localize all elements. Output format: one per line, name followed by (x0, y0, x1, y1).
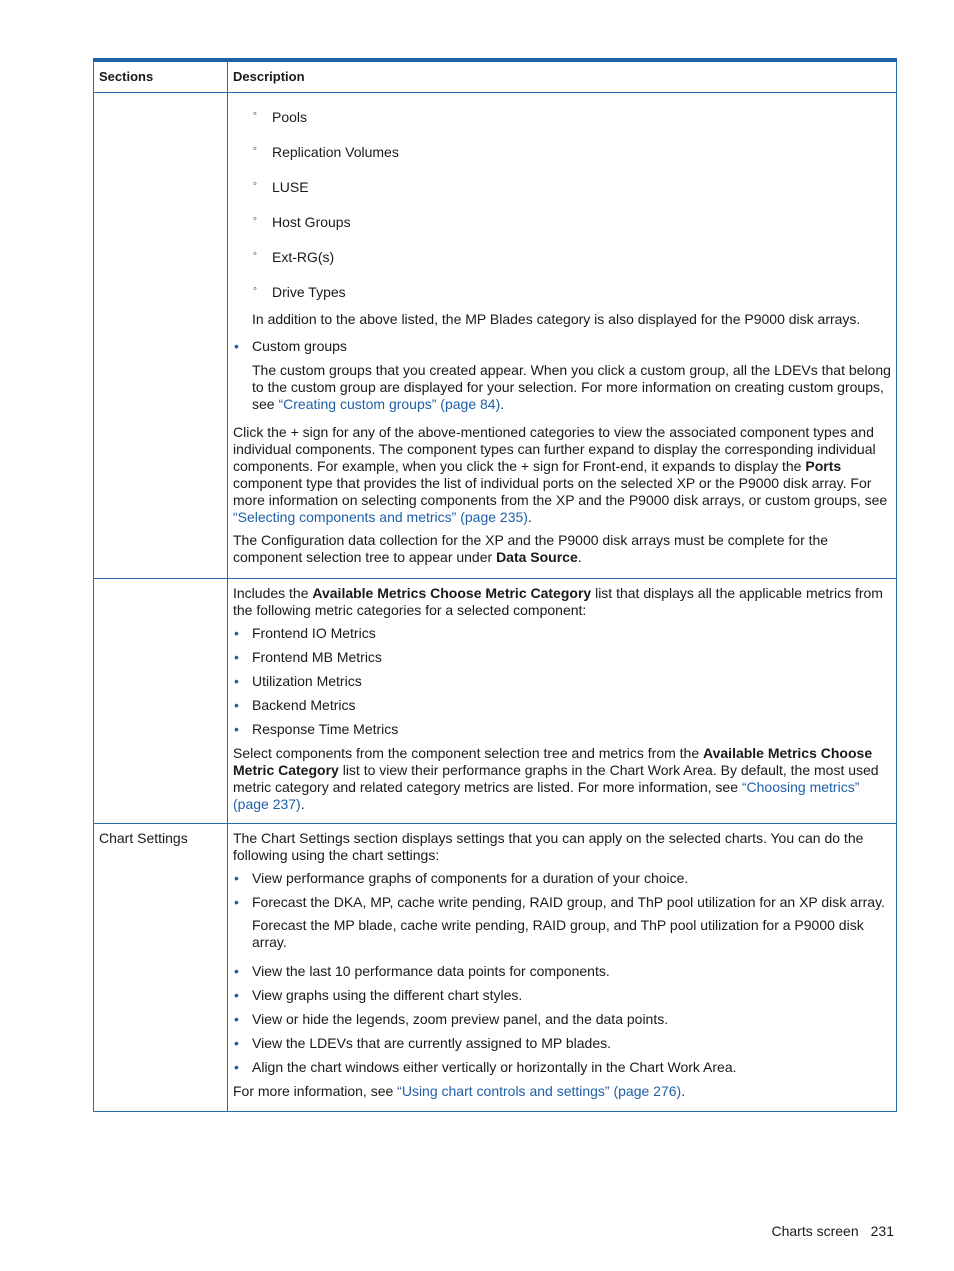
list-item: • View the last 10 performance data points for components. (234, 963, 610, 979)
more-info-paragraph: For more information, see “Using chart controls and settings” (page 276). (233, 1083, 686, 1099)
bullet-icon: • (234, 1059, 239, 1075)
footer-title: Charts screen (771, 1223, 859, 1239)
custom-groups-list (233, 338, 891, 355)
section-cell: Chart Settings (94, 824, 228, 1112)
section-cell (94, 579, 228, 824)
select-components-paragraph: Select components from the component selection tree and metrics from the Available Metrics Choose Metric Category list to view their performance graphs in the Chart Work Area. By default, the most used metric category and related category metrics are listed. For more information, see “Choosing metrics” (page 237). (233, 745, 879, 812)
list-item: ◦ LUSE (253, 178, 309, 195)
bullet-icon: • (234, 894, 239, 910)
circle-bullet-icon: ◦ (253, 213, 257, 225)
table-row (94, 93, 897, 579)
metrics-intro: Includes the Available Metrics Choose Metric Category list that displays all the applicable metrics from the following metric categories for a selected component: (233, 585, 883, 618)
click-plus-paragraph: Click the + sign for any of the above-mentioned categories to view the associated component types and individual components. The component types can further expand to display the corresponding individual components. For example, when you click the + sign for Front-end, it expands to display the Ports component type that provides the list of individual ports on the selected XP or the P9000 disk array. For more information on selecting components from the XP and the P9000 disk arrays, or custom groups, see “Selecting components and metrics” (page 235). (233, 424, 888, 525)
bullet-icon: • (234, 649, 239, 665)
choosing-metrics-link[interactable]: “Choosing metrics” (page 237) (233, 779, 860, 812)
list-item: • Custom groups (234, 338, 347, 354)
page-number: 231 (870, 1223, 894, 1239)
section-cell (94, 93, 228, 579)
circle-bullet-icon: ◦ (253, 248, 257, 260)
list-item: ◦ Pools (253, 108, 308, 125)
list-item: • View performance graphs of components for a duration of your choice. (234, 870, 689, 886)
circle-bullet-icon: ◦ (253, 178, 257, 190)
bullet-icon: • (234, 1011, 239, 1027)
creating-custom-groups-link[interactable]: “Creating custom groups” (page 84) (278, 396, 501, 412)
list-item: • View graphs using the different chart styles. (234, 987, 523, 1003)
list-item: ◦ Ext-RG(s) (253, 248, 335, 265)
chart-settings-list (233, 870, 891, 1076)
configuration-paragraph: The Configuration data collection for the XP and the P9000 disk arrays must be complete for the component selection tree to appear under Data Source. (233, 532, 829, 565)
table-header-row (94, 60, 897, 93)
bullet-icon: • (234, 870, 239, 886)
table-row (94, 579, 897, 824)
list-item: • View the LDEVs that are currently assigned to MP blades. (234, 1035, 612, 1051)
selecting-components-link[interactable]: “Selecting components and metrics” (page 235) (233, 509, 528, 525)
list-item: • Utilization Metrics (234, 673, 362, 689)
metric-categories-list (233, 625, 891, 738)
chart-controls-link[interactable]: “Using chart controls and settings” (page 276) (397, 1083, 682, 1099)
list-item: • View or hide the legends, zoom preview panel, and the data points. (234, 1011, 669, 1027)
circle-bullet-icon: ◦ (253, 283, 257, 295)
list-item: ◦ Host Groups (253, 213, 351, 230)
list-item: ◦ Replication Volumes (253, 143, 399, 160)
description-cell (228, 579, 897, 824)
blades-note: In addition to the above listed, the MP Blades category is also displayed for the P9000 disk arrays. (252, 311, 861, 327)
table-row (94, 824, 897, 1112)
list-item: • Align the chart windows either vertically or horizontally in the Chart Work Area. (234, 1059, 737, 1075)
chart-settings-intro: The Chart Settings section displays settings that you can apply on the selected charts. You can do the following using the chart settings: (233, 830, 864, 863)
bullet-icon: • (234, 625, 239, 641)
component-category-list (233, 109, 891, 301)
circle-bullet-icon: ◦ (253, 108, 257, 120)
custom-groups-text: The custom groups that you created appear. When you click a custom group, all the LDEVs that belong to the custom group are displayed for your selection. For more information on creating custom groups, see “Creating custom groups” (page 84). (252, 362, 891, 412)
sections-table (93, 58, 897, 1112)
circle-bullet-icon: ◦ (253, 143, 257, 155)
bullet-icon: • (234, 987, 239, 1003)
list-item: ◦ Drive Types (253, 283, 346, 300)
bullet-icon: • (234, 697, 239, 713)
header-sections: Sections (94, 60, 228, 93)
list-item: • Frontend MB Metrics (234, 649, 382, 665)
bullet-icon: • (234, 673, 239, 689)
bullet-icon: • (234, 1035, 239, 1051)
list-item: • Frontend IO Metrics (234, 625, 376, 641)
bullet-icon: • (234, 721, 239, 737)
description-cell (228, 824, 897, 1112)
bullet-icon: • (234, 338, 239, 354)
list-item: • Forecast the DKA, MP, cache write pending, RAID group, and ThP pool utilization for an XP disk array. Forecast the MP blade, cache write pending, RAID group, and ThP pool utilization for a P9000 disk array. (233, 894, 891, 951)
header-description: Description (228, 60, 897, 93)
list-item: • Backend Metrics (234, 697, 356, 713)
page-footer (771, 1223, 894, 1239)
bullet-icon: • (234, 963, 239, 979)
forecast-p9000-note: Forecast the MP blade, cache write pending, RAID group, and ThP pool utilization for a P9000 disk array. (252, 917, 864, 950)
list-item: • Response Time Metrics (234, 721, 399, 737)
description-cell (228, 93, 897, 579)
